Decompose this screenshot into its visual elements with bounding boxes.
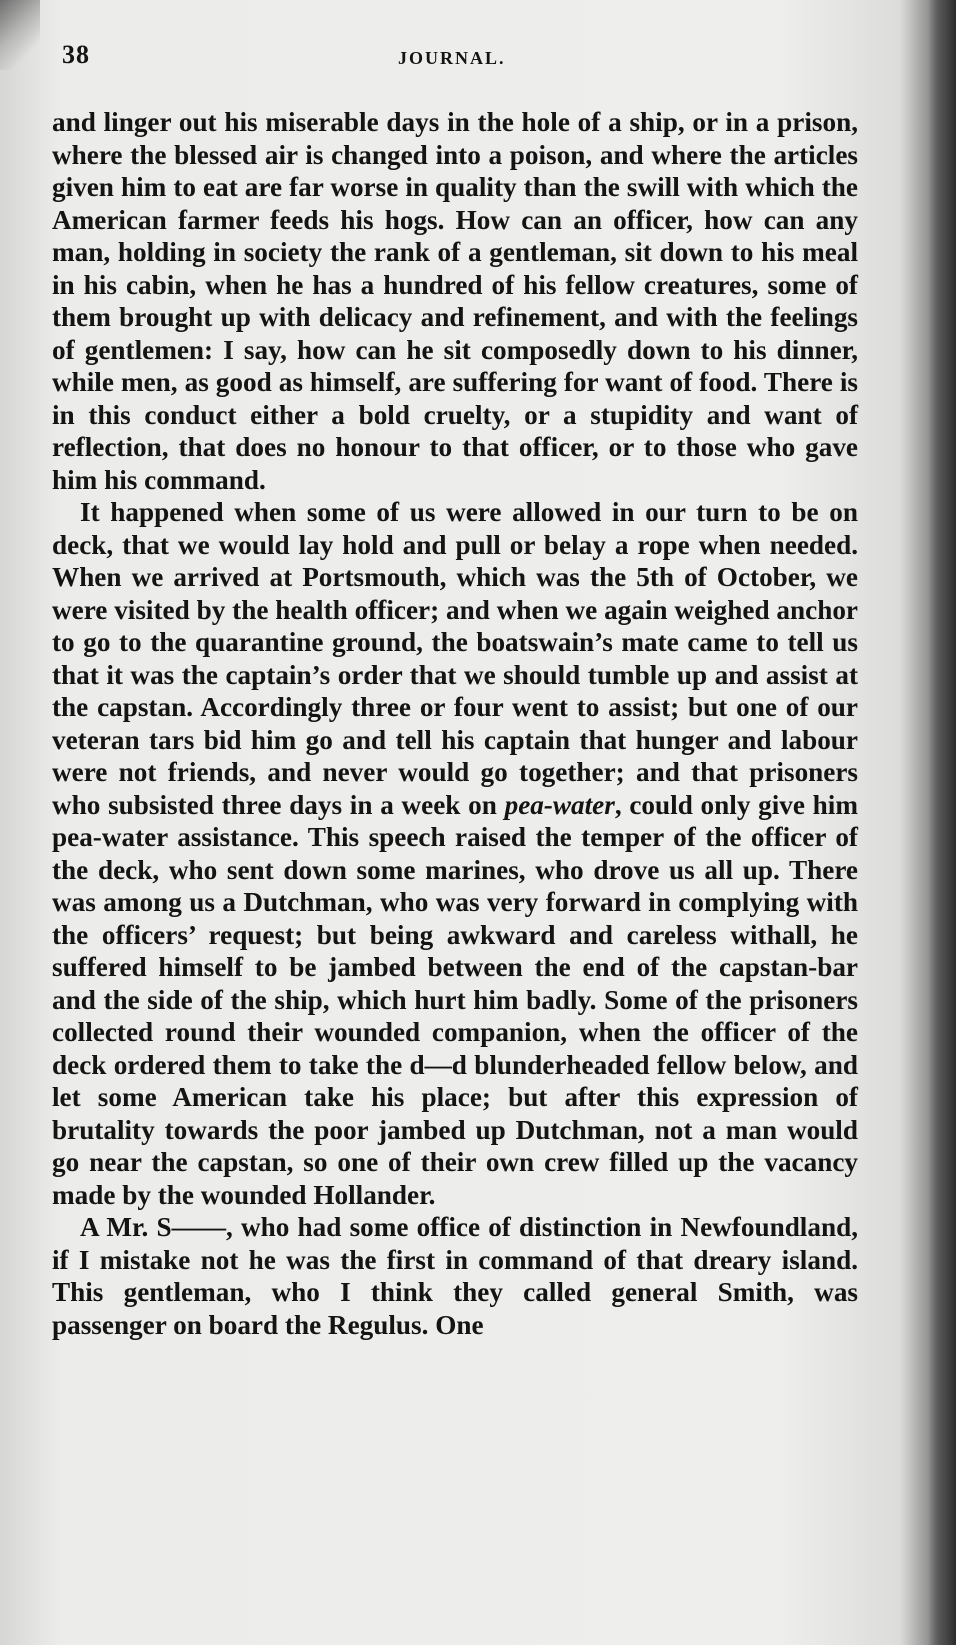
paragraph-2-part-b: , could only give him pea-water assistance. This speech raised the temper of the officer of the deck, who sent down some marines, who drove us all up. There was among us a Dutchman, who was very forward in complying with the officers’ request; but being awkward and careless withall, he suffered himself to be jambed between the end of the capstan-bar and the side of the ship, which hurt him badly. Some of the prisoners collected round their wounded companion, when the officer of the deck ordered them to take the d—d blunderheaded fellow below, and let some American take his place; but after this expression of brutality towards the poor jambed up Dutchman, not a man would go near the capstan, so one of their own crew filled up the vacancy made by the wounded Hollander. [52,789,858,1210]
page-corner-shadow [0,0,40,70]
page-number: 38 [62,40,90,69]
paragraph-1: and linger out his miserable days in the hole of a ship, or in a prison, where the blessed air is changed into a poison, and where the articles given him to eat are far worse in quality than the swill with which the American farmer feeds his hogs. How can an officer, how can any man, holding in society the rank of a gentleman, sit down to his meal in his cabin, when he has a hundred of his fellow creatures, some of them brought up with delicacy and refinement, and with the feelings of gentlemen: I say, how can he sit composedly down to his dinner, while men, as good as himself, are suffering for want of food. There is in this conduct either a bold cruelty, or a stupidity and want of reflection, that does no honour to that officer, or to those who gave him his command. [52,107,858,495]
body-text [52,106,858,1341]
italic-term: pea-water [504,789,615,820]
binding-edge-shadow [928,0,956,1645]
paragraph-2 [52,496,858,1211]
paragraph-2-part-a: It happened when some of us were allowed in our turn to be on deck, that we would lay hold and pull or belay a rope when needed. When we arrived at Portsmouth, which was the 5th of October, we were visited by the health officer; and when we again weighed anchor to go to the quarantine ground, the boatswain’s mate came to tell us that it was the captain’s order that we should tumble up and assist at the capstan. Accordingly three or four went to assist; but one of our veteran tars bid him go and tell his captain that hunger and labour were not friends, and never would go together; and that prisoners who subsisted three days in a week on [52,497,858,820]
running-head: JOURNAL. [398,48,506,68]
paragraph-3: A Mr. S——, who had some office of distinction in Newfoundland, if I mistake not he was the first in command of that dreary island. This gentleman, who I think they called general Smith, was passenger on board the Regulus. One [52,1212,858,1340]
